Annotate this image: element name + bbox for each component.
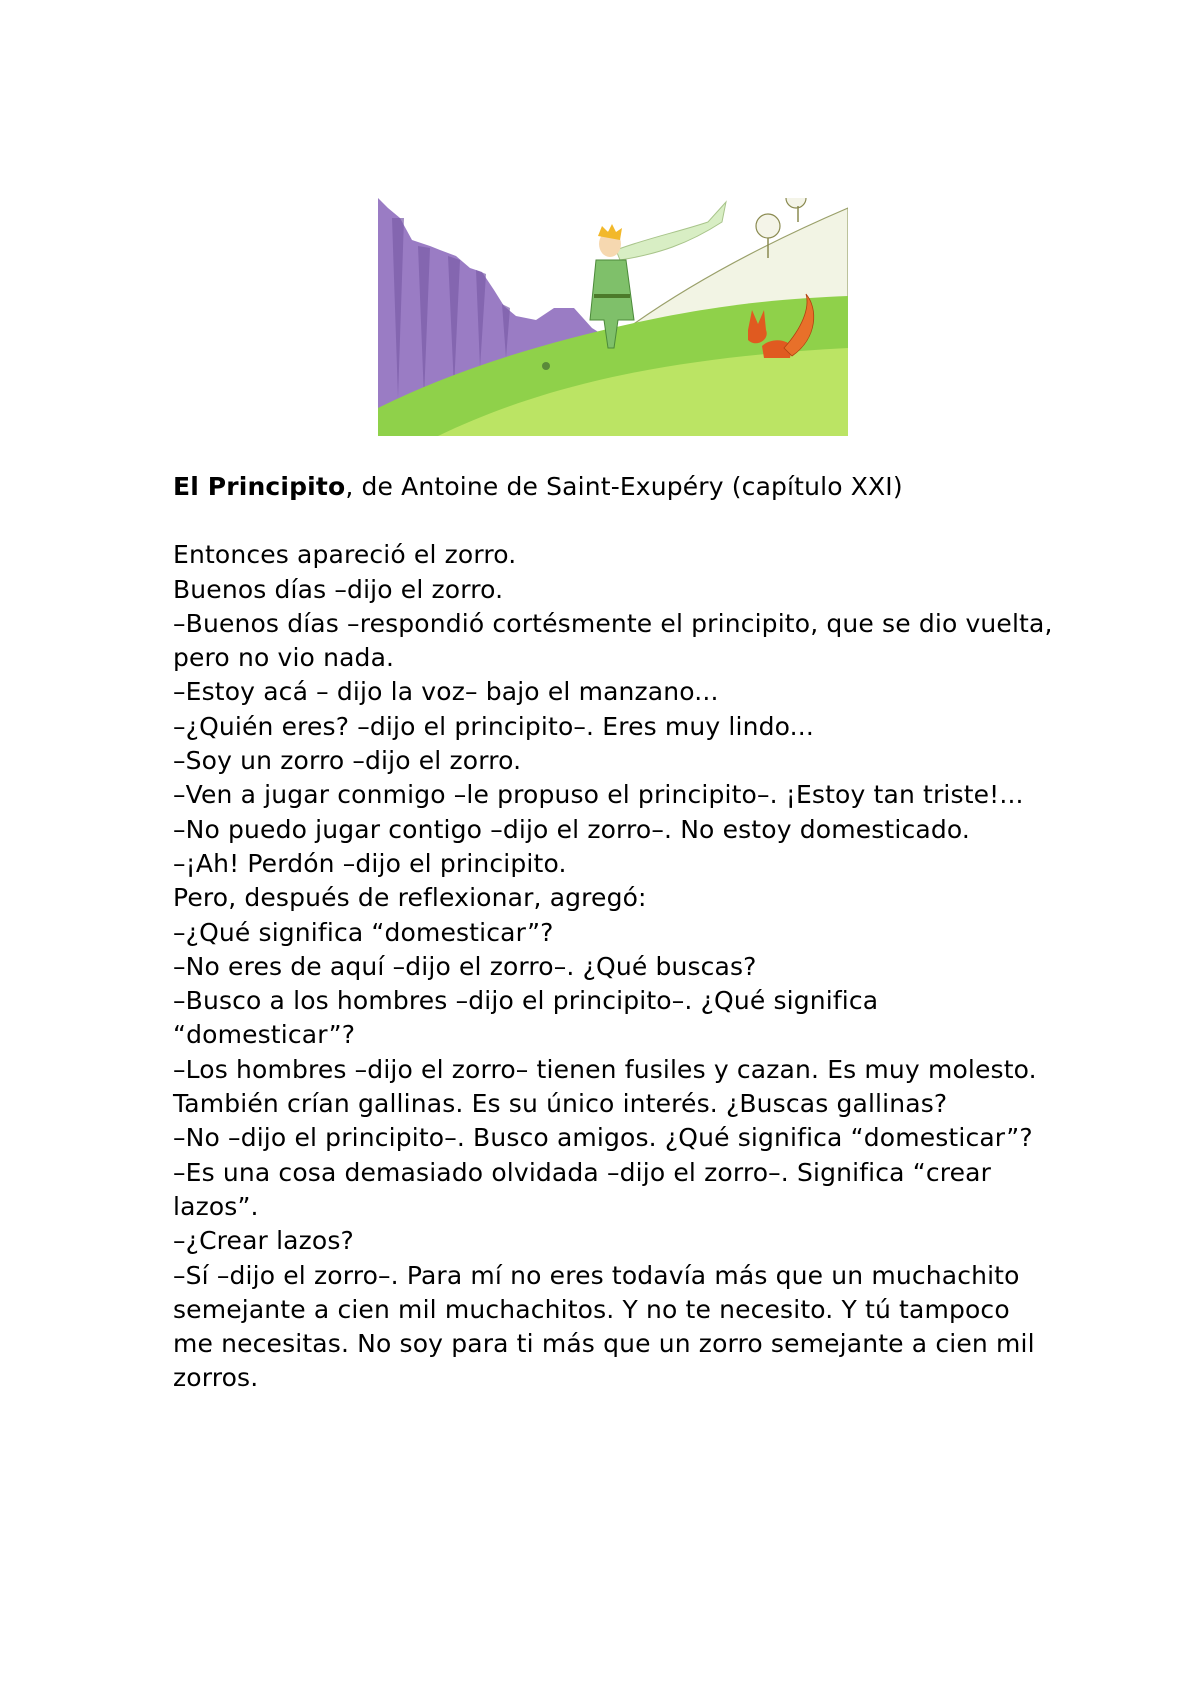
paragraph: –¿Crear lazos? [173,1226,354,1256]
tree-small [756,214,780,238]
flower [542,362,550,370]
paragraph: –Busco a los hombres –dijo el principito–. ¿Qué significa “domesticar”? [173,986,879,1050]
paragraph: –No puedo jugar contigo –dijo el zorro–. No estoy domesticado. [173,814,970,844]
book-author-chapter: , de Antoine de Saint-Exupéry (capítulo XXI) [345,472,903,501]
paragraph: –No –dijo el principito–. Busco amigos. ¿Qué significa “domesticar”? [173,1123,1033,1153]
prince-belt [594,294,630,298]
paragraph: –Estoy acá – dijo la voz– bajo el manzano... [173,677,719,707]
dialogue-list [173,538,1053,1395]
paragraph: Pero, después de reflexionar, agregó: [173,883,647,913]
paragraph: –¿Qué significa “domesticar”? [173,917,554,947]
paragraph: Entonces apareció el zorro. [173,540,517,570]
paragraph: –Buenos días –respondió cortésmente el principito, que se dio vuelta, pero no vio nada. [173,608,1053,673]
paragraph: Buenos días –dijo el zorro. [173,574,504,604]
paragraph: –Soy un zorro –dijo el zorro. [173,746,522,776]
paragraph: –¿Quién eres? –dijo el principito–. Eres muy lindo... [173,711,814,741]
illustration-little-prince-fox [378,198,848,436]
book-title-line [173,470,1053,504]
book-title: El Principito [173,472,346,501]
paragraph: –No eres de aquí –dijo el zorro–. ¿Qué buscas? [173,951,757,981]
little-prince-and-fox-picture [378,198,848,436]
paragraph: –Los hombres –dijo el zorro– tienen fusiles y cazan. Es muy molesto. También crían gallinas. Es su único interés. ¿Buscas gallinas? [173,1054,1037,1119]
paragraph: –Ven a jugar conmigo –le propuso el principito–. ¡Estoy tan triste!... [173,780,1024,810]
paragraph: –Sí –dijo el zorro–. Para mí no eres todavía más que un muchachito semejante a cien mil muchachitos. Y no te necesito. Y tú tampoco me necesitas. No soy para ti más que un zorro semejante a cien mil zorros. [173,1260,1035,1393]
chapter-text [173,470,1053,1396]
paragraph: –¡Ah! Perdón –dijo el principito. [173,848,567,878]
paragraph: –Es una cosa demasiado olvidada –dijo el zorro–. Significa “crear lazos”. [173,1157,992,1221]
